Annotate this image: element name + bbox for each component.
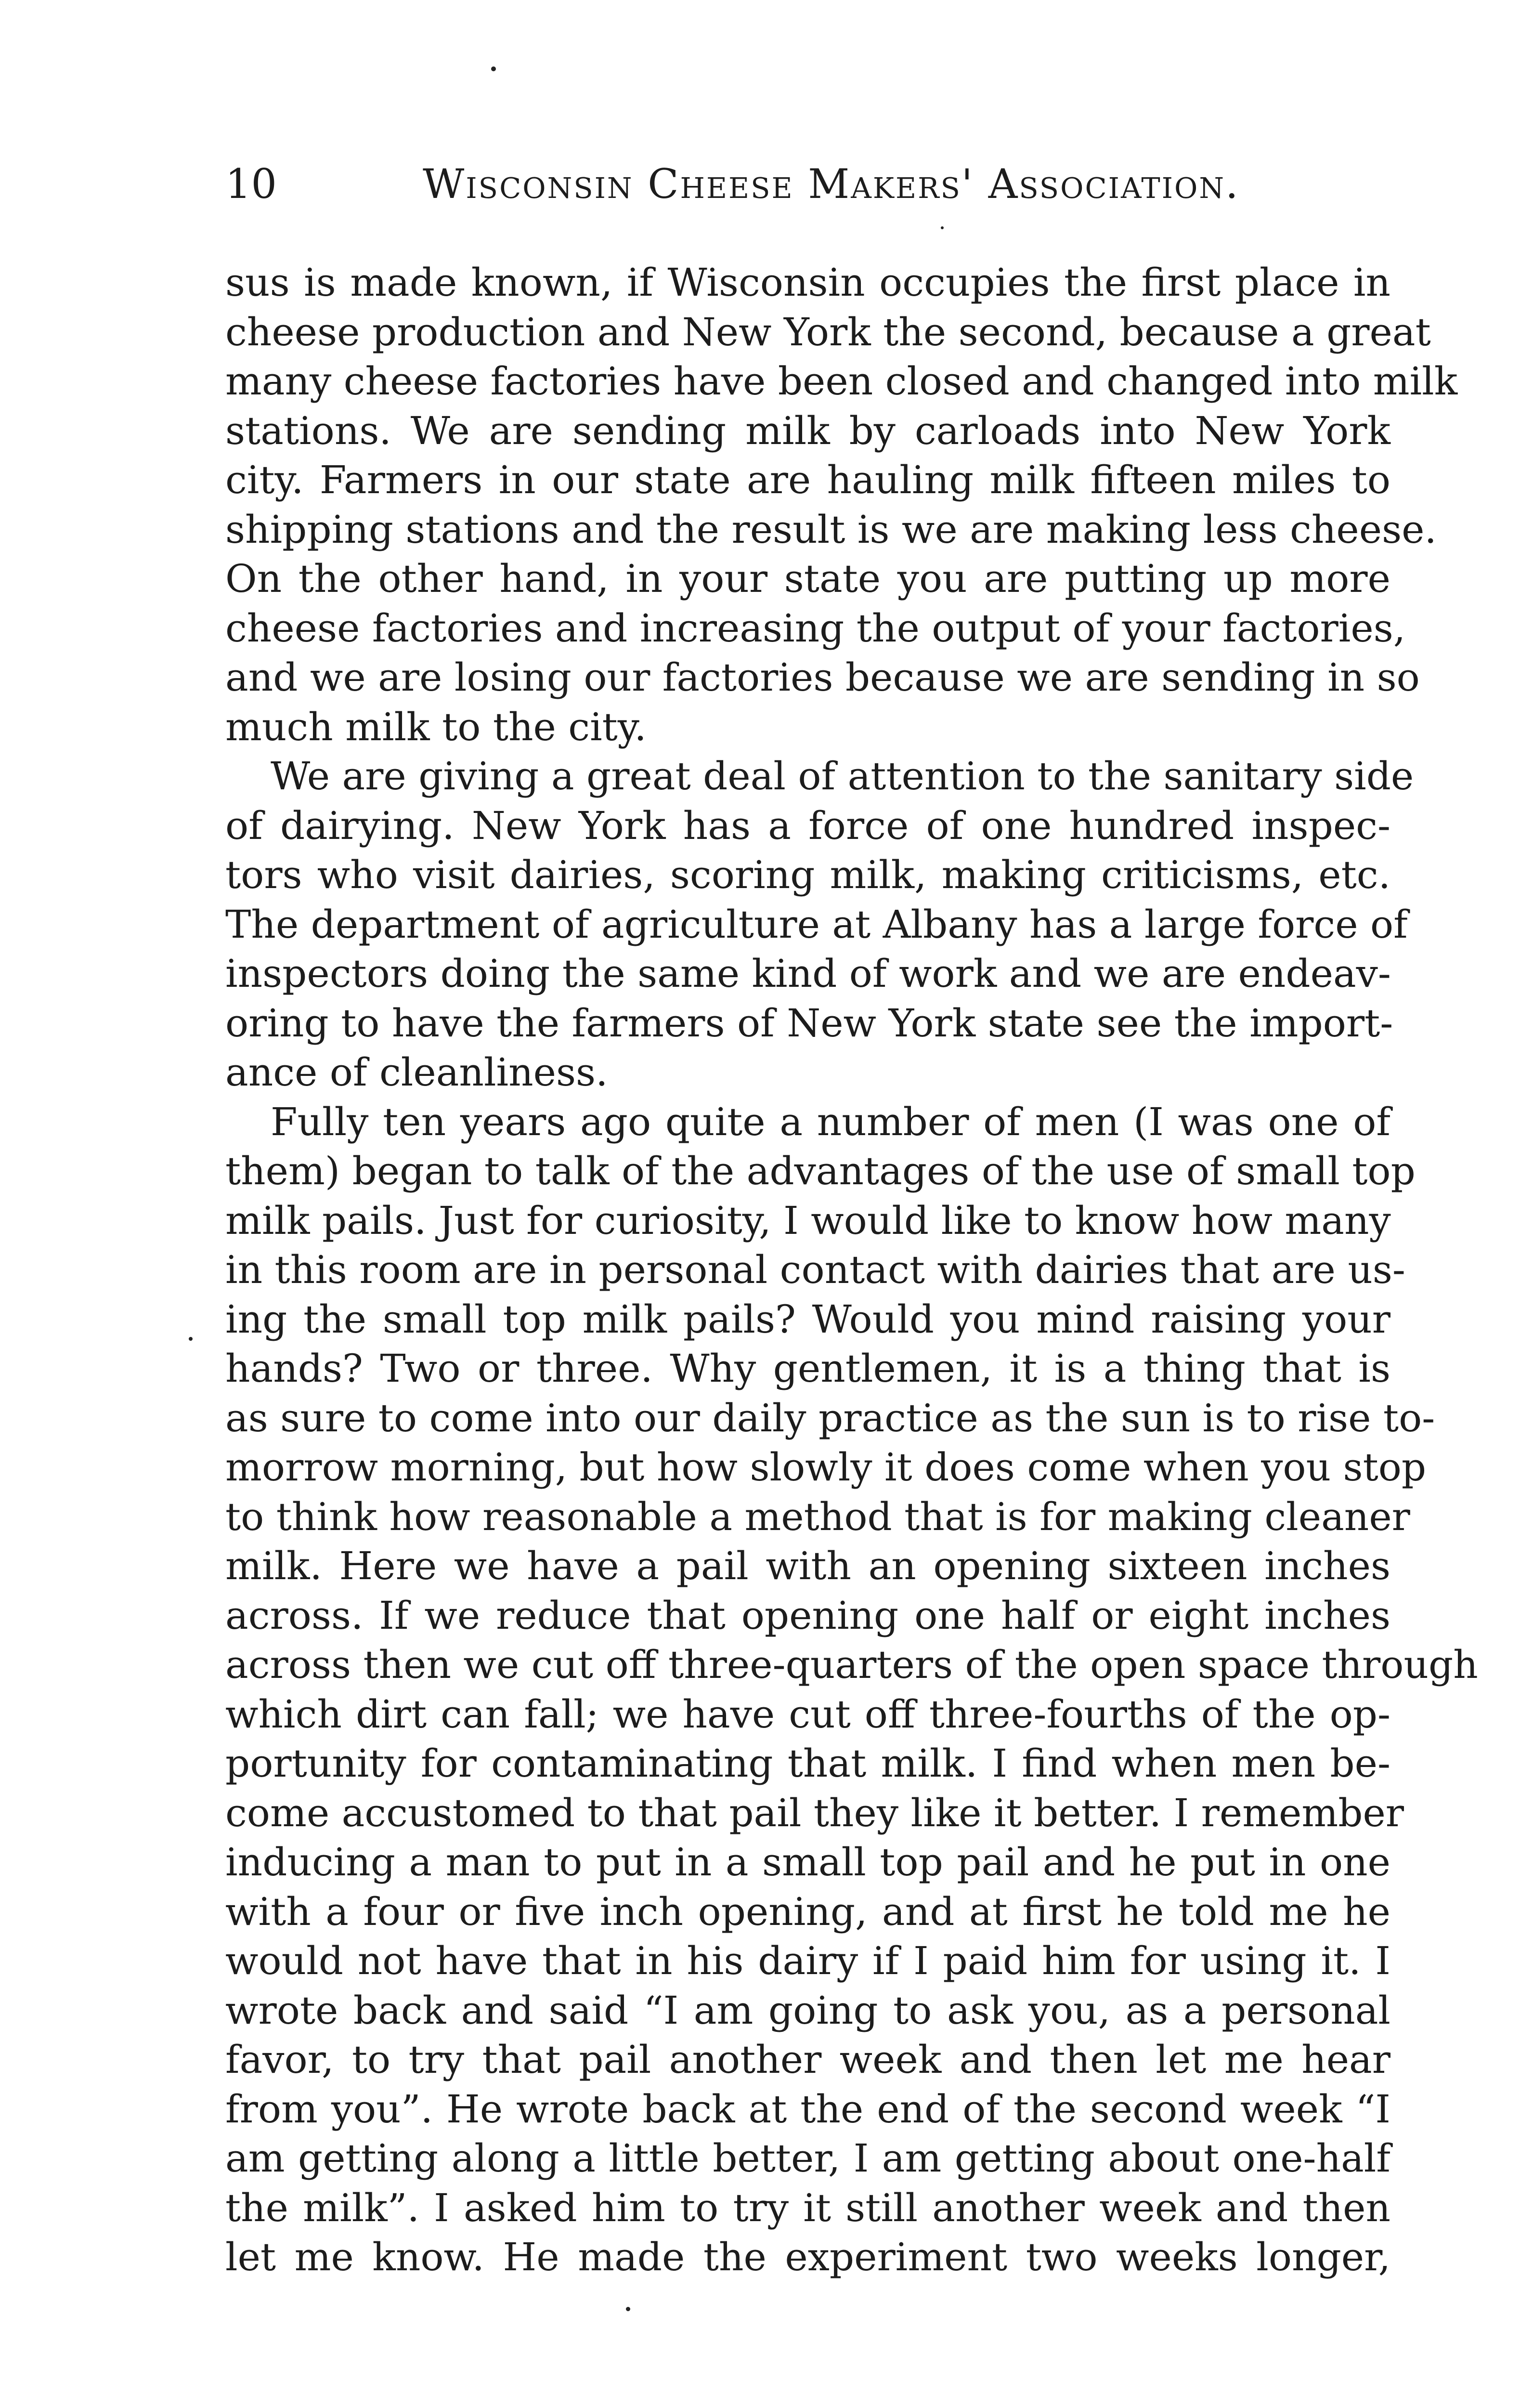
text-line: The department of agriculture at Albany has a large force of [225, 902, 1408, 947]
text-line: city. Farmers in our state are hauling milk fifteen miles to [225, 458, 1390, 502]
print-speck [491, 66, 496, 71]
paragraph-2 [225, 752, 1414, 1098]
text-line: would not have that in his dairy if I paid him for using it. I [225, 1938, 1390, 1983]
text-line: come accustomed to that pail they like it better. I remember [225, 1790, 1404, 1835]
body-text [225, 258, 1478, 2282]
text-line: inspectors doing the same kind of work and we are endeav- [225, 951, 1391, 996]
text-line: tors who visit dairies, scoring milk, making criticisms, etc. [225, 852, 1390, 897]
text-line-last: much milk to the city. [225, 704, 647, 749]
text-line: hands? Two or three. Why gentlemen, it is a thing that is [225, 1346, 1390, 1391]
text-line: sus is made known, if Wisconsin occupies the first place in [225, 260, 1390, 305]
running-head: Wisconsin Cheese Makers' Association. [423, 160, 1240, 208]
text-line: of dairying. New York has a force of one hundred inspec- [225, 803, 1390, 848]
text-line: morrow morning, but how slowly it does come when you stop [225, 1445, 1427, 1490]
text-line: milk pails. Just for curiosity, I would like to know how many [225, 1198, 1391, 1243]
text-line: portunity for contaminating that milk. I find when men be- [225, 1741, 1390, 1786]
text-line: from you”. He wrote back at the end of the second week “I [225, 2086, 1390, 2132]
text-line: am getting along a little better, I am getting about one-half [225, 2136, 1390, 2181]
text-line: wrote back and said “I am going to ask you, as a personal [225, 1988, 1390, 2033]
paragraph-3 [225, 1098, 1478, 2282]
text-line: across then we cut off three-quarters of the open space through [225, 1642, 1478, 1687]
text-line: favor, to try that pail another week and then let me hear [225, 2037, 1390, 2082]
print-speck [941, 226, 944, 229]
text-line: many cheese factories have been closed and changed into milk [225, 359, 1458, 404]
text-line: cheese production and New York the second, because a great [225, 309, 1431, 354]
text-line: the milk”. I asked him to try it still another week and then [225, 2185, 1390, 2230]
page-header [225, 155, 1240, 213]
text-line: to think how reasonable a method that is for making cleaner [225, 1494, 1410, 1539]
text-line: ing the small top milk pails? Would you mind raising your [225, 1296, 1390, 1342]
text-line: let me know. He made the experiment two weeks longer, [225, 2235, 1390, 2279]
text-line: cheese factories and increasing the output of your factories, [225, 605, 1406, 651]
text-line: On the other hand, in your state you are putting up more [225, 556, 1390, 601]
text-line: Fully ten years ago quite a number of men (I was one of [271, 1099, 1390, 1144]
text-line: shipping stations and the result is we are making less cheese. [225, 507, 1437, 552]
print-speck [189, 1337, 193, 1341]
text-line: with a four or five inch opening, and at first he told me he [225, 1889, 1390, 1934]
text-line-last: ance of cleanliness. [225, 1050, 608, 1095]
text-line: across. If we reduce that opening one half or eight inches [225, 1593, 1390, 1638]
paragraph-1 [225, 258, 1458, 752]
text-line: inducing a man to put in a small top pail and he put in one [225, 1840, 1390, 1885]
text-line: milk. Here we have a pail with an opening sixteen inches [225, 1544, 1390, 1588]
text-line: and we are losing our factories because we are sending in so [225, 655, 1420, 700]
text-line: oring to have the farmers of New York state see the import- [225, 1000, 1393, 1046]
text-line: which dirt can fall; we have cut off three-fourths of the op- [225, 1691, 1390, 1737]
text-line: stations. We are sending milk by carloads into New York [225, 408, 1390, 453]
print-speck [626, 2307, 630, 2311]
text-line: in this room are in personal contact with dairies that are us- [225, 1247, 1405, 1292]
text-line: as sure to come into our daily practice as the sun is to rise to- [225, 1395, 1435, 1440]
page-number: 10 [225, 160, 277, 208]
text-line: We are giving a great deal of attention to the sanitary side [271, 754, 1414, 798]
text-line: them) began to talk of the advantages of the use of small top [225, 1149, 1416, 1193]
